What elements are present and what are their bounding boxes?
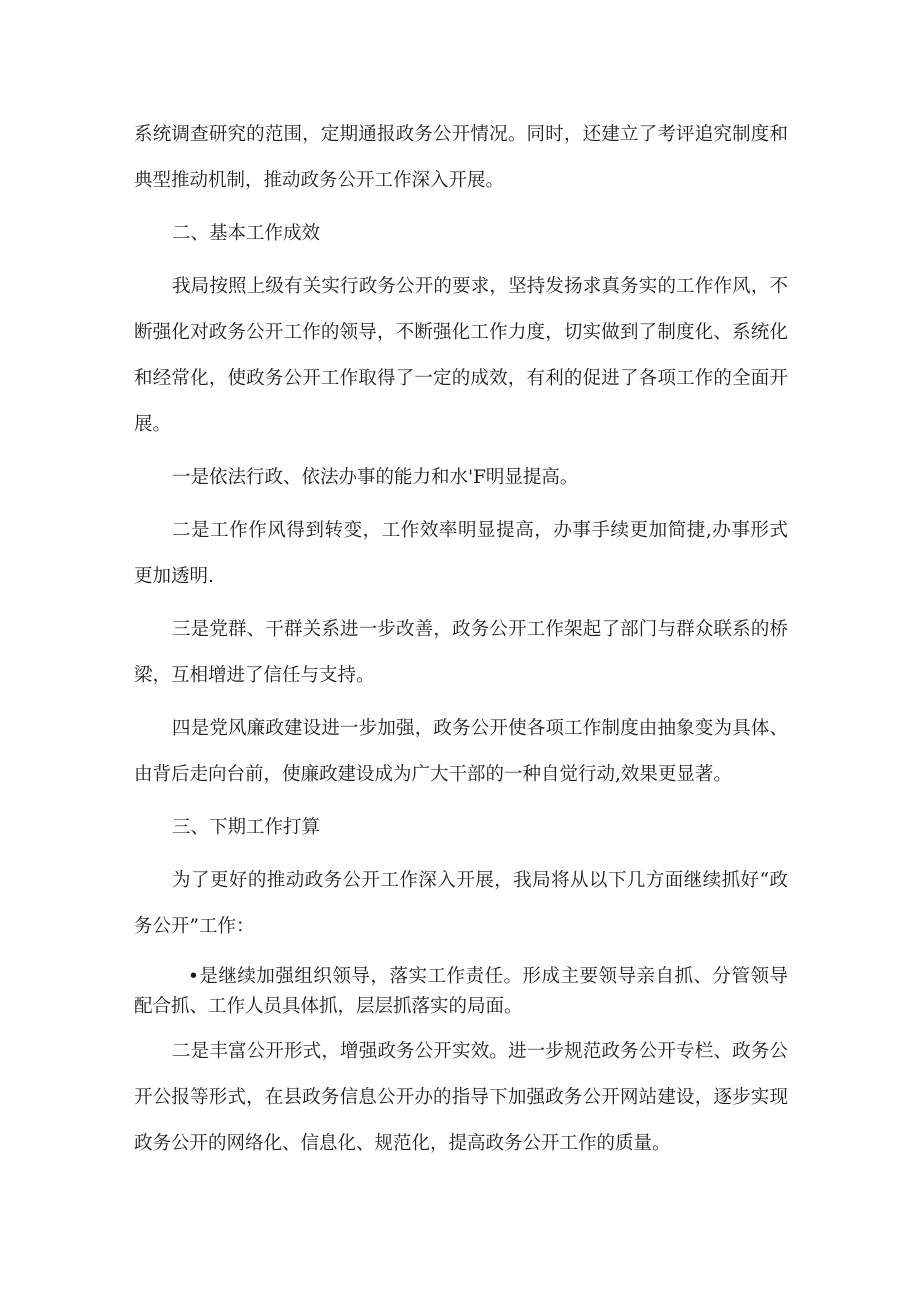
section-heading-achievements: 二、基本工作成效 bbox=[172, 223, 321, 244]
paragraph-achievements-intro: 我局按照上级有关实行政务公开的要求，坚持发扬求真务实的工作作风，不断强化对政务公开工作的领导，不断强化工作力度，切实做到了制度化、系统化和经常化，使政务公开工作取得了一定的成效，有利的促进了各项工作的全面开展。 bbox=[134, 276, 788, 435]
paragraph-point-two: 二是工作作风得到转变，工作效率明显提高，办事手续更加简捷,办事形式更加透明. bbox=[134, 520, 788, 587]
paragraph-plan-intro: 为了更好的推动政务公开工作深入开展，我局将从以下几方面继续抓好“政务公开”工作： bbox=[134, 870, 788, 937]
paragraph-point-one: 一是依法行政、依法办事的能力和水'F明显提高。 bbox=[172, 467, 579, 488]
document-body bbox=[134, 112, 788, 1167]
paragraph-point-three: 三是党群、干群关系进一步改善，政务公开工作架起了部门与群众联系的桥梁，互相增进了信任与支持。 bbox=[134, 619, 788, 686]
section-heading-next-plan: 三、下期工作打算 bbox=[172, 817, 321, 838]
paragraph-plan-bullet: •是继续加强组织领导，落实工作责任。形成主要领导亲自抓、分管领导配合抓、工作人员具体抓，层层抓落实的局面。 bbox=[134, 966, 788, 1017]
paragraph-plan-two: 二是丰富公开形式，增强政务公开实效。进一步规范政务公开专栏、政务公开公报等形式，在县政务信息公开办的指导下加强政务公开网站建设，逐步实现政务公开的网络化、信息化、规范化，提高政务公开工作的质量。 bbox=[134, 1041, 788, 1154]
paragraph-point-four: 四是党风廉政建设进一步加强，政务公开使各项工作制度由抽象变为具体、由背后走向台前，使廉政建设成为广大干部的一种自觉行动,效果更显著。 bbox=[134, 718, 788, 785]
paragraph-continuation: 系统调查研究的范围，定期通报政务公开情况。同时，还建立了考评追究制度和典型推动机制，推动政务公开工作深入开展。 bbox=[134, 124, 788, 191]
